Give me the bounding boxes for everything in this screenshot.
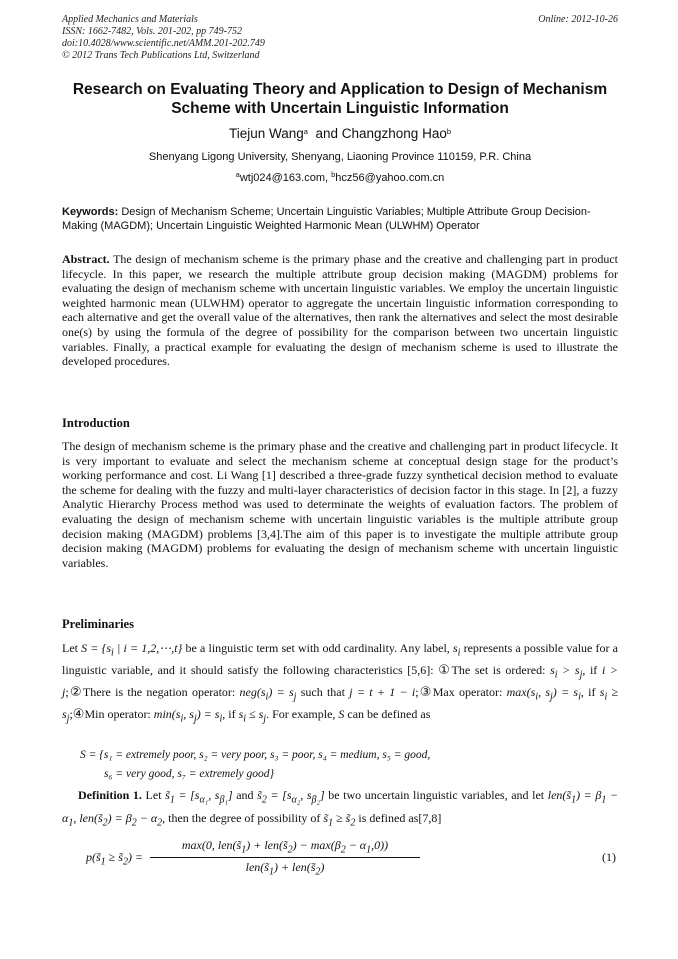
- term-set-line: S = {s₁ = extremely poor, s₂ = very poor, s₃ = poor, s₄ = medium, s₅ = good,: [80, 749, 431, 761]
- paper-title: Research on Evaluating Theory and Application to Design of Mechanism Scheme with Uncertain Linguistic Information: [72, 81, 608, 117]
- math-expression: j = t + 1 − i: [349, 684, 416, 699]
- text-run: , then the degree of possibility of: [162, 811, 321, 826]
- math-expression: $len(s̃_1) = \beta_1 - \alpha_1$, $len(s̃_2) = \beta_2 - \alpha_2$: [62, 788, 619, 829]
- term-set-line: s₆ = very good, s₇ = extremely good}: [104, 768, 275, 780]
- text-run: Min operator:: [84, 706, 151, 721]
- email-address: hcz56@yahoo.com.cn: [335, 172, 445, 184]
- text-run: For example,: [272, 706, 336, 721]
- text-run: The set is ordered:: [451, 662, 546, 677]
- circled-number-1: ①: [438, 662, 452, 678]
- formula-lhs: $p(s̃_1$ ≥ $s̃_2$) =: [86, 850, 144, 868]
- text-run: is defined as[7,8]: [358, 811, 442, 826]
- math-expression: i > j: [62, 662, 619, 699]
- equation-number: (1): [602, 850, 616, 864]
- author-name: Tiejun Wang: [228, 126, 304, 141]
- email-mark: a: [235, 170, 240, 179]
- journal-issn: ISSN: 1662-7482, Vols. 201-202, pp 749-752: [62, 26, 242, 37]
- keywords: [62, 205, 618, 233]
- email-address: wtj024@163.com,: [239, 172, 329, 184]
- section-heading: Introduction: [62, 416, 130, 430]
- section-heading: Preliminaries: [62, 617, 134, 631]
- journal-doi: doi:10.4028/www.scientific.net/AMM.201-202.749: [62, 38, 265, 49]
- text-run: represents a possible value for a linguistic variable, and it should satisfy the following characteristics [5,6]:: [62, 641, 619, 677]
- author-conjunction: and: [315, 126, 338, 141]
- journal-header: [62, 14, 618, 62]
- formula-numerator: max(0, $len(s̃_1)$ + $len(s̃_2) - \max(\beta_2 - \alpha_1,0)$): [150, 838, 420, 858]
- math-expression: $s_i > s_j$: [550, 662, 583, 681]
- text-run: can be defined as: [347, 706, 431, 721]
- math-expression: $s_i$: [452, 641, 461, 659]
- text-run: There is the negation operator:: [82, 684, 236, 699]
- online-date: Online: 2012-10-26: [538, 14, 618, 25]
- journal-name: Applied Mechanics and Materials: [62, 14, 198, 25]
- author-name: Changzhong Hao: [341, 126, 447, 141]
- keywords-text: Design of Mechanism Scheme; Uncertain Linguistic Variables; Multiple Attribute Group Decision-Making (MAGDM); Uncertain Linguistic Weighted Harmonic Mean (ULWHM) Operator: [62, 206, 591, 232]
- author-affiliation-mark: b: [446, 127, 452, 136]
- email-line: [62, 172, 618, 184]
- math-expression: $s_i \ge s_j$: [62, 684, 619, 725]
- introduction-text: The design of mechanism scheme is the primary phase and the creative and challenging part in product lifecycle. It is very important to evaluate and select the mechanism scheme at conceptual design stage for the product’s working performance and cost. Li Wang [1] described a three-grade fuzzy synthetical decision method to evaluate the scheme for dealing with the fuzzy and multi-layer characteristics of decision factor in this stage. In [2], a fuzzy Analytic Hierarchy Process method was used to determinate the weights of evaluation factors. The problem of evaluating the design of mechanism scheme with uncertain linguistic variables is the multiple attribute group decision making (MAGDM) problems [3,4].The aim of this paper is to investigate the multiple attribute group decision making (MAGDM) problems for evaluating the design of mechanism scheme with uncertain linguistic variables.: [62, 439, 618, 570]
- definition-label: Definition 1.: [78, 788, 142, 802]
- text-run: such that: [300, 684, 345, 699]
- journal-copyright: © 2012 Trans Tech Publications Ltd, Switzerland: [62, 50, 260, 61]
- math-expression: $s̃_1$ ≥ $s̃_2$: [323, 811, 356, 829]
- math-expression: $s̃_1 = [s_{\alpha_1}$, $s_{\beta_1}$]: [165, 788, 233, 806]
- circled-number-3: ③: [418, 684, 433, 700]
- abstract: [62, 252, 618, 369]
- text-run: be two uncertain linguistic variables, and let: [328, 788, 545, 802]
- math-expression: $S = \{s_i$ | i = 1,2,⋯,t}: [81, 641, 183, 659]
- author-affiliation-mark: a: [303, 127, 308, 136]
- math-expression: $s_i \le s_j$: [238, 706, 267, 725]
- preliminaries-text: Let $S = \{s_i$ | i = 1,2,⋯,t} be a linguistic term set with odd cardinality. Any label, $s_i$ represents a possible value for a linguistic variable, and it should satisfy the following characteristics [5,6]: ①The set is ordered: $s_i > s_j$, if i > j;②There is the negation operator: $neg(s_i) = s_j$ such that j = t + 1 − i;③Max operator: $\max(s_i$, $s_j) = s_i$, if $s_i$ ≥ $s_j;④Min$ operator: $\min(s_i$, $s_j) = s_i$, if $s_i \le s_j$. For example, S can be defined as: [62, 641, 619, 725]
- abstract-label: Abstract.: [62, 252, 110, 266]
- circled-number-4: ④: [72, 706, 85, 722]
- math-expression: $\max(s_i$, $s_j) = s_i$: [506, 684, 581, 703]
- text-run: Max operator:: [432, 684, 503, 699]
- math-expression: $neg(s_i) = s_j$: [239, 684, 297, 703]
- text-run: Let: [145, 788, 162, 802]
- math-expression: $s̃_2 = [s_{\alpha_2}$, $s_{\beta_2}$]: [257, 788, 325, 806]
- formula-fraction: [150, 838, 420, 878]
- email-mark: b: [331, 170, 336, 179]
- math-expression: S: [338, 706, 345, 721]
- text-run: and: [236, 788, 254, 802]
- term-set-definition: [80, 746, 620, 784]
- formula-denominator: $len(s̃_1)$ + $len(s̃_2)$: [245, 860, 325, 878]
- author-line: [62, 126, 618, 141]
- keywords-label: Keywords:: [62, 206, 119, 218]
- text-run: be a linguistic term set with odd cardinality. Any label,: [185, 641, 450, 655]
- affiliation: Shenyang Ligong University, Shenyang, Liaoning Province 110159, P.R. China: [148, 151, 532, 163]
- abstract-text: The design of mechanism scheme is the primary phase and the creative and challenging part in product lifecycle. In this paper, we research the multiple attribute group decision making (MAGDM) problems for evaluating the design of mechanism scheme with uncertain linguistic variables. We employ the uncertain linguistic weighted harmonic mean (ULWHM) operator to aggregate the uncertain linguistic information corresponding to each alternative and get the overall value of the alternatives, then rank the alternatives and select the most desirable one(s) by using the formula of the degree of possibility for the comparison between two uncertain linguistic variables. Finally, a practical example for evaluating the design of mechanism scheme is used to illustrate the developed procedures.: [62, 252, 618, 369]
- circled-number-2: ②: [68, 684, 83, 700]
- definition-1: [62, 786, 618, 833]
- math-expression: $\min(s_i$, $s_j) = s_i$: [153, 706, 223, 725]
